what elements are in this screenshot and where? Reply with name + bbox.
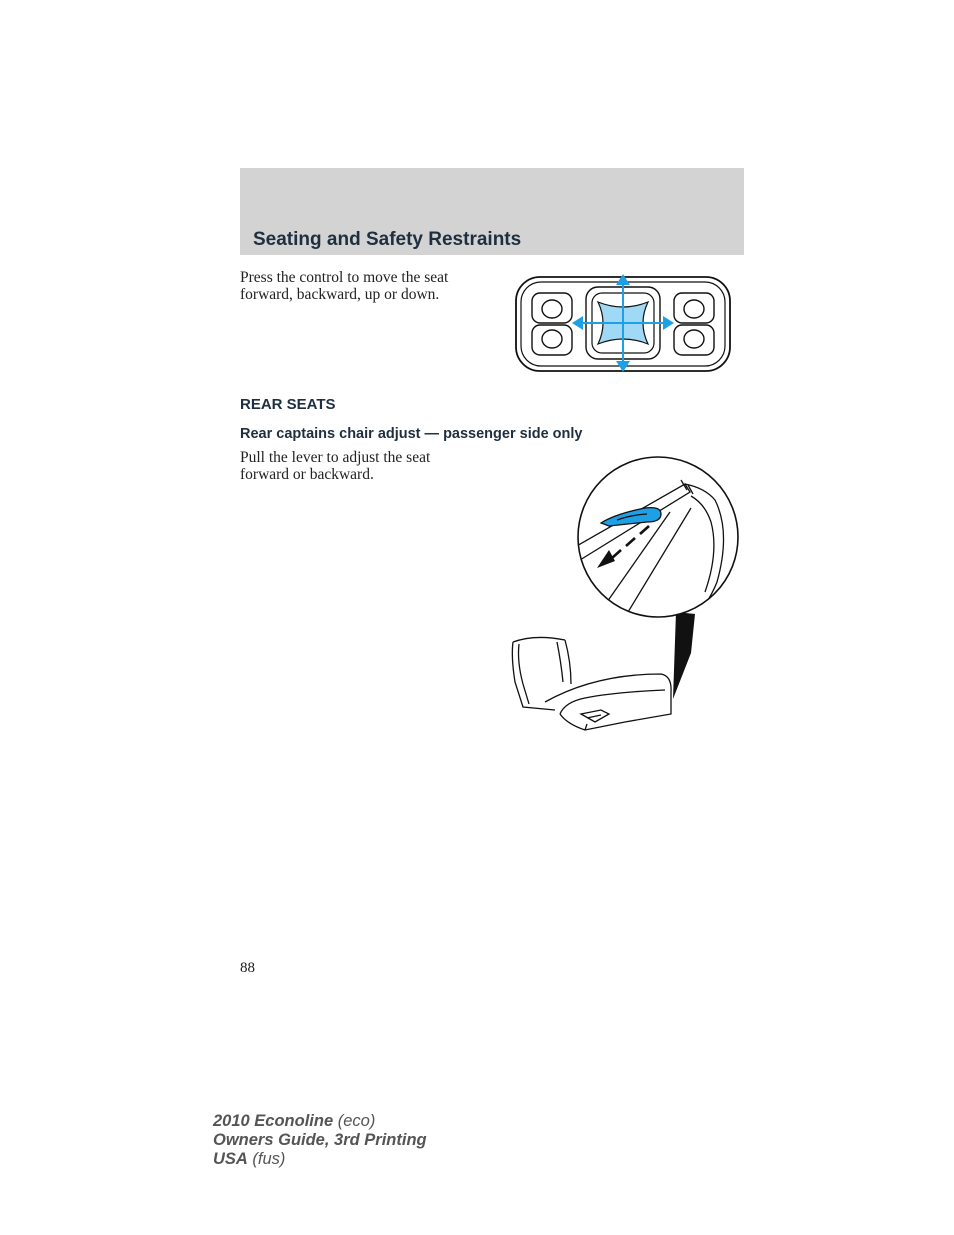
- captains-chair-instructions: [240, 449, 490, 483]
- captains-chair-subheading: Rear captains chair adjust — passenger side only: [240, 426, 583, 442]
- seat-illustration: [512, 637, 671, 730]
- captains-chair-text-line-2: forward or backward.: [240, 466, 374, 483]
- captains-chair-illustration: [505, 452, 745, 742]
- zoom-pointer: [673, 612, 695, 699]
- footer-model-code: (eco): [333, 1112, 376, 1130]
- rear-seats-heading: REAR SEATS: [240, 396, 336, 413]
- power-seat-text-line-1: Press the control to move the seat: [240, 269, 449, 286]
- footer-region: USA: [213, 1150, 248, 1168]
- captains-chair-text-line-1: Pull the lever to adjust the seat: [240, 449, 431, 466]
- section-title: Seating and Safety Restraints: [253, 229, 522, 250]
- power-seat-instructions: [240, 269, 490, 303]
- zoom-detail-circle: [575, 457, 738, 622]
- power-seat-control-illustration: [512, 272, 734, 376]
- footer-guide: Owners Guide, 3rd Printing: [213, 1131, 427, 1149]
- footer-line-3: [213, 1150, 427, 1169]
- footer-model: 2010 Econoline: [213, 1112, 334, 1130]
- section-header-band: [240, 168, 744, 255]
- page-number: 88: [240, 960, 255, 976]
- footer-line-2: [213, 1131, 427, 1150]
- footer-line-1: [213, 1112, 427, 1131]
- center-seat-control: [578, 282, 668, 366]
- document-footer: [213, 1112, 427, 1169]
- footer-region-code: (fus): [247, 1150, 286, 1168]
- power-seat-text-line-2: forward, backward, up or down.: [240, 286, 440, 303]
